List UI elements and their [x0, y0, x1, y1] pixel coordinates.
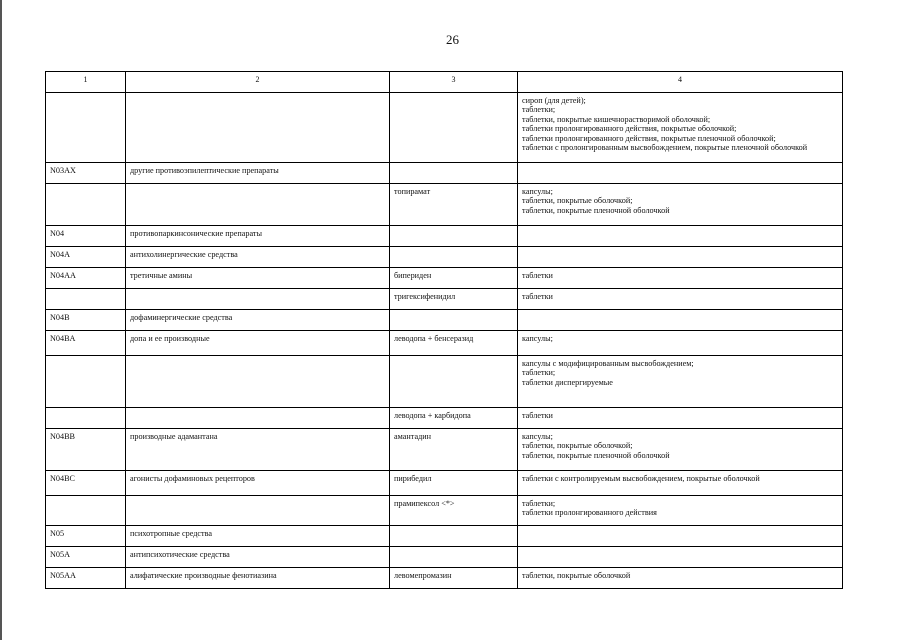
atc-code-cell: N03AX	[46, 163, 126, 184]
group-name-cell: третичные амины	[126, 268, 390, 289]
table-row	[46, 526, 843, 547]
table-row	[46, 429, 843, 471]
table-row	[46, 226, 843, 247]
group-name-cell: агонисты дофаминовых рецепторов	[126, 471, 390, 496]
atc-code-cell: N04BC	[46, 471, 126, 496]
group-name-cell	[126, 93, 390, 163]
drug-name-cell	[390, 163, 518, 184]
table-row	[46, 331, 843, 356]
drug-name-cell: топирамат	[390, 184, 518, 226]
drug-name-cell	[390, 226, 518, 247]
dosage-form-line: капсулы;	[522, 432, 553, 441]
atc-code-cell: N04A	[46, 247, 126, 268]
table-row	[46, 247, 843, 268]
atc-code-cell: N04B	[46, 310, 126, 331]
table-row	[46, 268, 843, 289]
page-left-edge	[0, 0, 2, 640]
drug-name-cell: прамипексол <*>	[390, 496, 518, 526]
drug-name-cell	[390, 247, 518, 268]
table-row	[46, 568, 843, 589]
group-name-cell: производные адамантана	[126, 429, 390, 471]
table-row	[46, 471, 843, 496]
dosage-forms-cell	[518, 310, 843, 331]
dosage-form-line: таблетки, покрытые пленочной оболочкой	[522, 205, 670, 215]
group-name-cell	[126, 356, 390, 408]
atc-code-cell	[46, 496, 126, 526]
dosage-form-line: таблетки, покрытые оболочкой	[522, 571, 631, 580]
drug-name-cell	[390, 356, 518, 408]
table-row	[46, 408, 843, 429]
dosage-forms-cell	[518, 289, 843, 310]
dosage-form-line: таблетки;	[522, 499, 556, 508]
atc-code-cell	[46, 408, 126, 429]
atc-code-cell: N05	[46, 526, 126, 547]
atc-code-cell: N04	[46, 226, 126, 247]
drug-table	[45, 71, 843, 589]
dosage-form-line: таблетки с пролонгированным высвобождением, покрытые пленочной оболочкой	[522, 143, 808, 153]
drug-name-cell	[390, 93, 518, 163]
dosage-forms-cell	[518, 268, 843, 289]
group-name-cell	[126, 184, 390, 226]
dosage-forms-cell	[518, 568, 843, 589]
dosage-forms-cell	[518, 526, 843, 547]
group-name-cell	[126, 496, 390, 526]
dosage-form-line: капсулы с модифицированным высвобождением;	[522, 359, 694, 368]
drug-name-cell: леводопа + карбидопа	[390, 408, 518, 429]
dosage-forms-cell	[518, 226, 843, 247]
dosage-forms-cell	[518, 184, 843, 226]
group-name-cell: алифатические производные фенотиазина	[126, 568, 390, 589]
dosage-form-line: таблетки с контролируемым высвобождением, покрытые оболочкой	[522, 474, 760, 483]
group-name-cell	[126, 289, 390, 310]
dosage-form-line: капсулы;	[522, 187, 553, 196]
dosage-forms-cell	[518, 547, 843, 568]
table-row	[46, 310, 843, 331]
group-name-cell	[126, 408, 390, 429]
header-col-4: 4	[518, 72, 843, 93]
dosage-forms-cell	[518, 408, 843, 429]
atc-code-cell: N05A	[46, 547, 126, 568]
dosage-form-line: таблетки, покрытые кишечнорастворимой оболочкой;	[522, 114, 711, 124]
group-name-cell: допа и ее производные	[126, 331, 390, 356]
dosage-form-line: таблетки пролонгированного действия	[522, 508, 657, 518]
drug-name-cell	[390, 547, 518, 568]
dosage-form-line: таблетки	[522, 271, 553, 280]
dosage-forms-cell	[518, 471, 843, 496]
drug-name-cell: пирибедил	[390, 471, 518, 496]
atc-code-cell: N04AA	[46, 268, 126, 289]
dosage-forms-cell	[518, 496, 843, 526]
dosage-form-line: таблетки;	[522, 368, 556, 378]
dosage-form-line: таблетки пролонгированного действия, покрытые пленочной оболочкой;	[522, 133, 776, 143]
drug-name-cell	[390, 310, 518, 331]
atc-code-cell	[46, 93, 126, 163]
table-row	[46, 356, 843, 408]
drug-table-body	[46, 72, 843, 589]
table-row	[46, 184, 843, 226]
drug-name-cell: леводопа + бенсеразид	[390, 331, 518, 356]
table-row	[46, 289, 843, 310]
group-name-cell: антихолинергические средства	[126, 247, 390, 268]
dosage-form-line: капсулы;	[522, 334, 553, 343]
drug-name-cell	[390, 526, 518, 547]
group-name-cell: психотропные средства	[126, 526, 390, 547]
atc-code-cell: N04BA	[46, 331, 126, 356]
drug-name-cell: бипериден	[390, 268, 518, 289]
dosage-form-line: таблетки, покрытые оболочкой;	[522, 196, 633, 206]
drug-name-cell: левомепромазин	[390, 568, 518, 589]
atc-code-cell	[46, 356, 126, 408]
dosage-forms-cell	[518, 356, 843, 408]
dosage-forms-cell	[518, 429, 843, 471]
dosage-form-line: таблетки, покрытые оболочкой;	[522, 441, 633, 451]
table-row	[46, 547, 843, 568]
table-row	[46, 93, 843, 163]
atc-code-cell	[46, 184, 126, 226]
dosage-forms-cell	[518, 163, 843, 184]
dosage-form-line: сироп (для детей);	[522, 96, 586, 105]
dosage-form-line: таблетки пролонгированного действия, покрытые оболочкой;	[522, 124, 737, 134]
group-name-cell: другие противоэпилептические препараты	[126, 163, 390, 184]
atc-code-cell	[46, 289, 126, 310]
table-row	[46, 163, 843, 184]
drug-name-cell: амантадин	[390, 429, 518, 471]
header-col-2: 2	[126, 72, 390, 93]
group-name-cell: дофаминергические средства	[126, 310, 390, 331]
dosage-form-line: таблетки, покрытые пленочной оболочкой	[522, 450, 670, 460]
header-col-3: 3	[390, 72, 518, 93]
atc-code-cell: N05AA	[46, 568, 126, 589]
table-row	[46, 496, 843, 526]
dosage-forms-cell	[518, 331, 843, 356]
dosage-forms-cell	[518, 247, 843, 268]
dosage-forms-cell	[518, 93, 843, 163]
header-row	[46, 72, 843, 93]
drug-name-cell: тригексифенидил	[390, 289, 518, 310]
header-col-1: 1	[46, 72, 126, 93]
page-number: 26	[446, 32, 459, 47]
dosage-form-line: таблетки;	[522, 105, 556, 115]
dosage-form-line: таблетки диспергируемые	[522, 377, 613, 387]
dosage-form-line: таблетки	[522, 411, 553, 420]
dosage-form-line: таблетки	[522, 292, 553, 301]
group-name-cell: противопаркинсонические препараты	[126, 226, 390, 247]
atc-code-cell: N04BB	[46, 429, 126, 471]
group-name-cell: антипсихотические средства	[126, 547, 390, 568]
